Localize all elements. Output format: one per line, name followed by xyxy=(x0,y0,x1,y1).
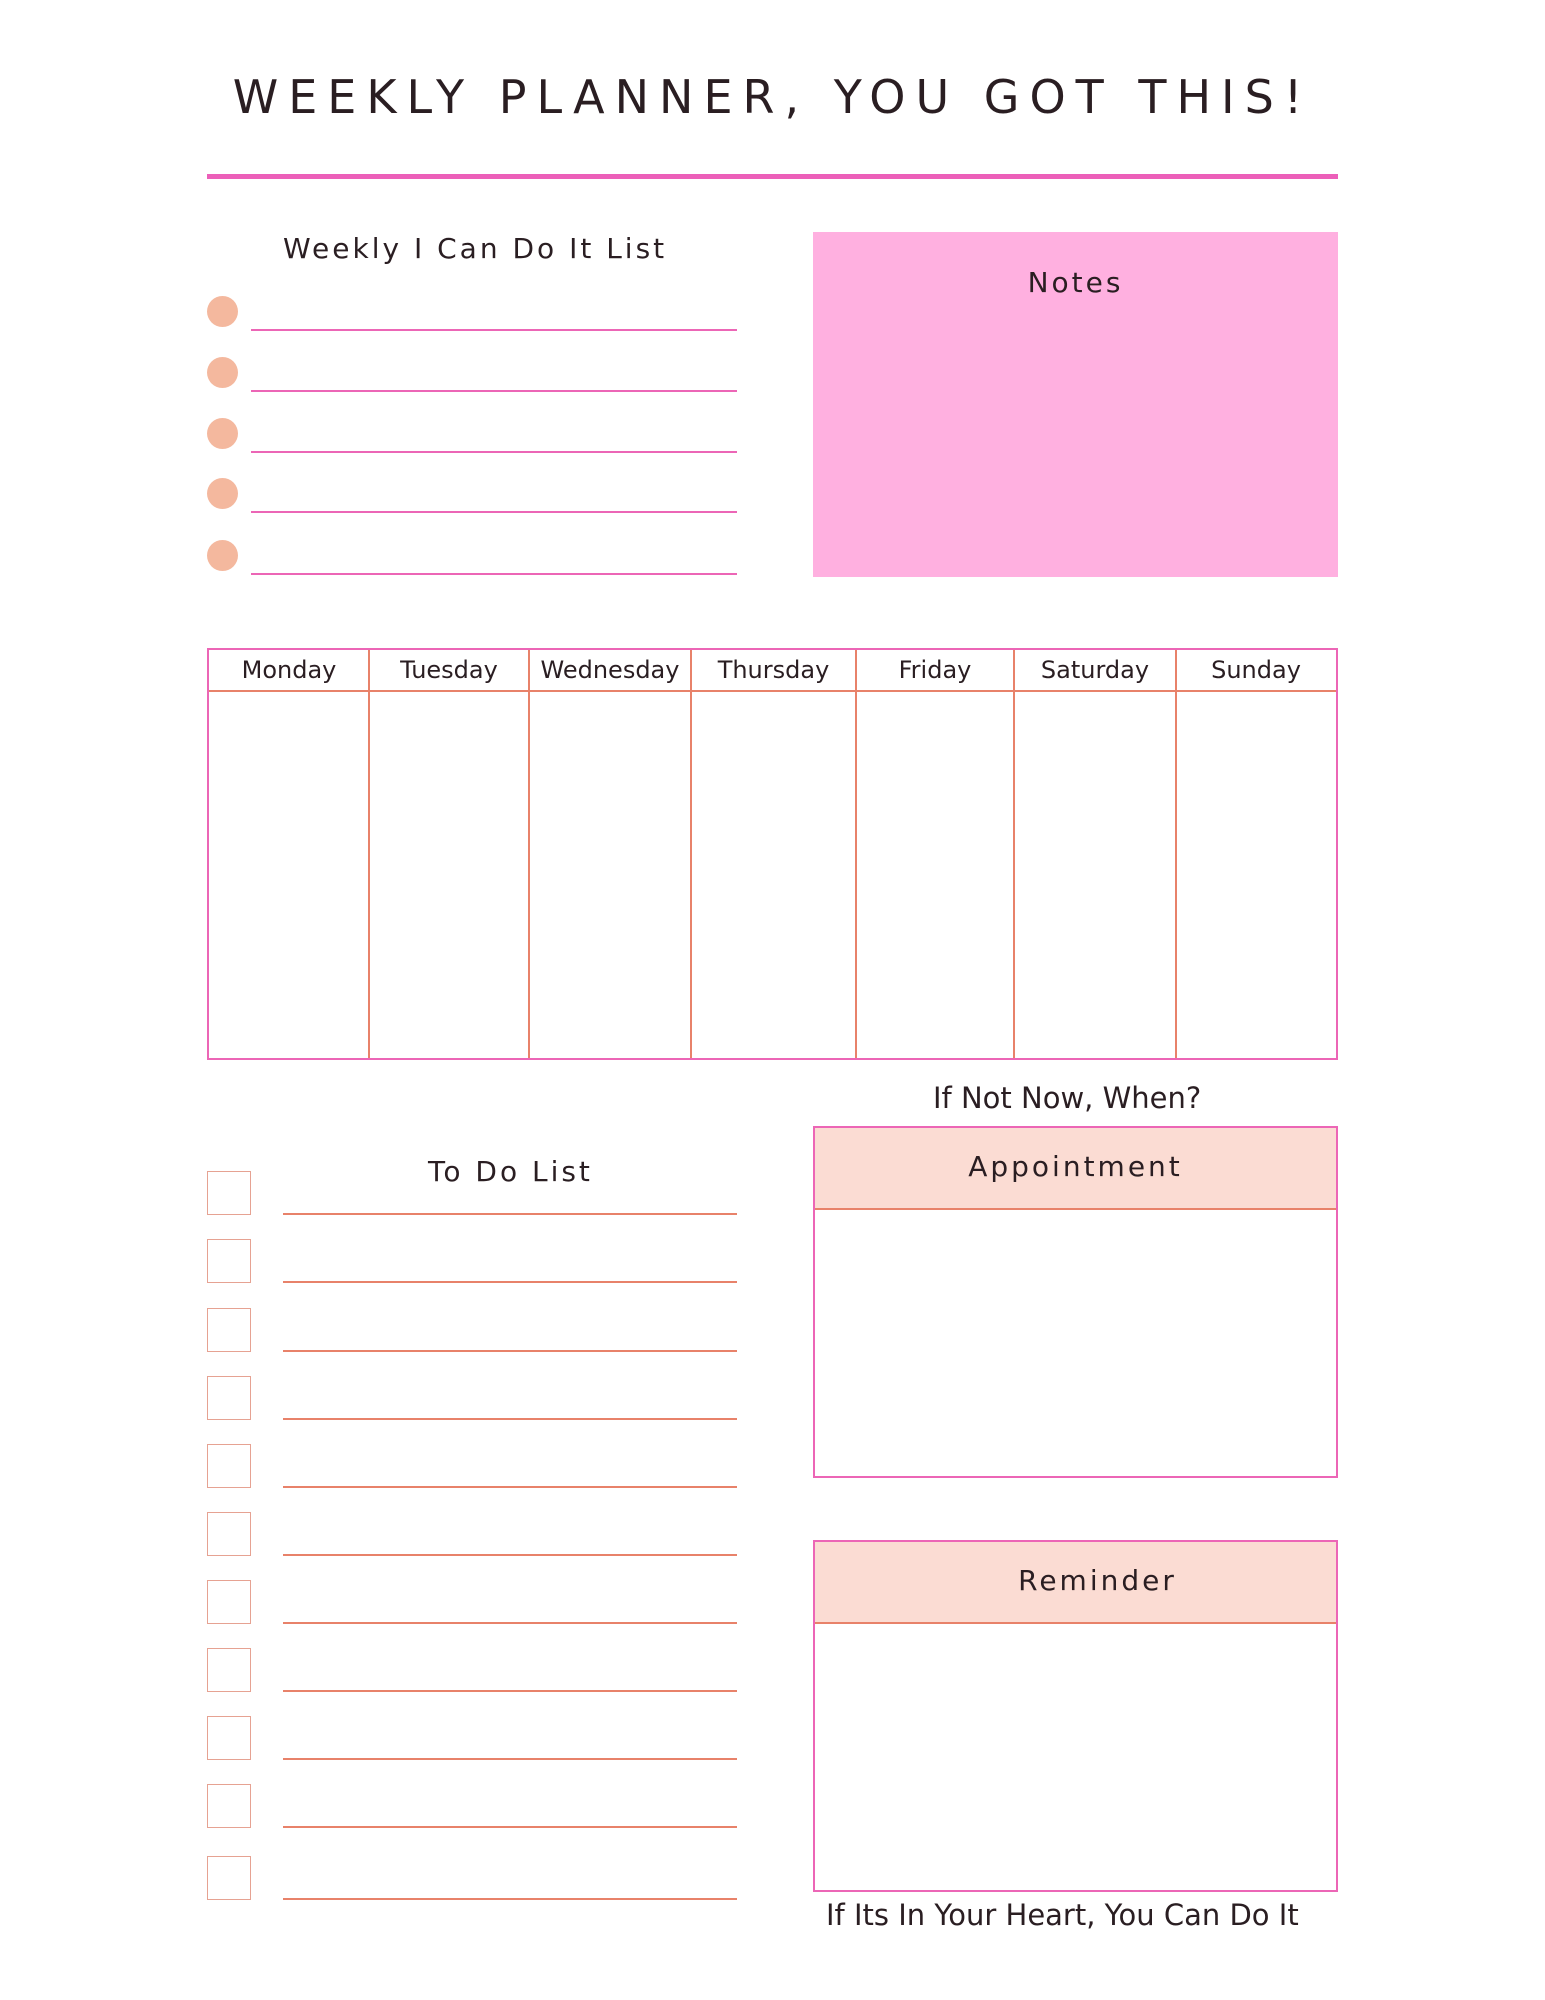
todo-line xyxy=(283,1622,737,1624)
todo-line xyxy=(283,1486,737,1488)
checkbox[interactable] xyxy=(207,1580,251,1624)
todo-item[interactable] xyxy=(207,1308,737,1352)
checkbox[interactable] xyxy=(207,1171,251,1215)
day-header-friday: Friday xyxy=(898,656,972,684)
todo-item[interactable] xyxy=(207,1716,737,1760)
weekly-calendar-grid xyxy=(207,648,1338,1060)
day-header-tuesday: Tuesday xyxy=(400,656,498,684)
notes-heading: Notes xyxy=(1027,266,1124,299)
can-do-item[interactable] xyxy=(207,540,737,580)
day-header-monday: Monday xyxy=(241,656,337,684)
can-do-heading: Weekly I Can Do It List xyxy=(283,232,668,265)
day-column-divider xyxy=(368,650,370,1058)
motivational-quote-top: If Not Now, When? xyxy=(933,1081,1202,1115)
day-header-sunday: Sunday xyxy=(1211,656,1301,684)
reminder-header xyxy=(815,1542,1336,1624)
todo-line xyxy=(283,1898,737,1900)
checkbox[interactable] xyxy=(207,1239,251,1283)
can-do-item[interactable] xyxy=(207,418,737,458)
reminder-panel[interactable] xyxy=(813,1540,1338,1892)
checkbox[interactable] xyxy=(207,1856,251,1900)
day-column-divider xyxy=(690,650,692,1058)
todo-line xyxy=(283,1554,737,1556)
checkbox[interactable] xyxy=(207,1716,251,1760)
day-column-divider xyxy=(855,650,857,1058)
todo-item[interactable] xyxy=(207,1784,737,1828)
can-do-line xyxy=(251,390,737,392)
checkbox[interactable] xyxy=(207,1308,251,1352)
todo-item[interactable] xyxy=(207,1444,737,1488)
can-do-item[interactable] xyxy=(207,296,737,336)
todo-line xyxy=(283,1350,737,1352)
bullet-dot-icon xyxy=(207,540,238,571)
page-title: WEEKLY PLANNER, YOU GOT THIS! xyxy=(232,70,1313,124)
todo-line xyxy=(283,1690,737,1692)
appointment-panel[interactable] xyxy=(813,1126,1338,1478)
todo-line xyxy=(283,1758,737,1760)
todo-heading: To Do List xyxy=(428,1155,593,1188)
day-header-saturday: Saturday xyxy=(1040,656,1150,684)
can-do-line xyxy=(251,573,737,575)
can-do-line xyxy=(251,329,737,331)
can-do-item[interactable] xyxy=(207,357,737,397)
can-do-line xyxy=(251,451,737,453)
todo-item[interactable] xyxy=(207,1856,737,1900)
motivational-quote-bottom: If Its In Your Heart, You Can Do It xyxy=(826,1898,1299,1932)
todo-line xyxy=(283,1281,737,1283)
todo-line xyxy=(283,1826,737,1828)
todo-item[interactable] xyxy=(207,1171,737,1215)
day-header-thursday: Thursday xyxy=(717,656,830,684)
bullet-dot-icon xyxy=(207,418,238,449)
checkbox[interactable] xyxy=(207,1376,251,1420)
title-divider xyxy=(207,174,1338,179)
can-do-item[interactable] xyxy=(207,478,737,518)
todo-item[interactable] xyxy=(207,1648,737,1692)
notes-box[interactable] xyxy=(813,232,1338,577)
appointment-header xyxy=(815,1128,1336,1210)
checkbox[interactable] xyxy=(207,1512,251,1556)
week-header-row xyxy=(209,650,1336,692)
bullet-dot-icon xyxy=(207,357,238,388)
todo-item[interactable] xyxy=(207,1376,737,1420)
day-column-divider xyxy=(528,650,530,1058)
todo-line xyxy=(283,1418,737,1420)
day-column-divider xyxy=(1013,650,1015,1058)
todo-item[interactable] xyxy=(207,1580,737,1624)
day-header-wednesday: Wednesday xyxy=(540,656,680,684)
todo-item[interactable] xyxy=(207,1512,737,1556)
checkbox[interactable] xyxy=(207,1784,251,1828)
checkbox[interactable] xyxy=(207,1648,251,1692)
can-do-line xyxy=(251,511,737,513)
appointment-heading: Appointment xyxy=(968,1150,1183,1183)
bullet-dot-icon xyxy=(207,478,238,509)
todo-line xyxy=(283,1213,737,1215)
bullet-dot-icon xyxy=(207,296,238,327)
checkbox[interactable] xyxy=(207,1444,251,1488)
todo-item[interactable] xyxy=(207,1239,737,1283)
day-column-divider xyxy=(1175,650,1177,1058)
reminder-heading: Reminder xyxy=(1018,1564,1177,1597)
